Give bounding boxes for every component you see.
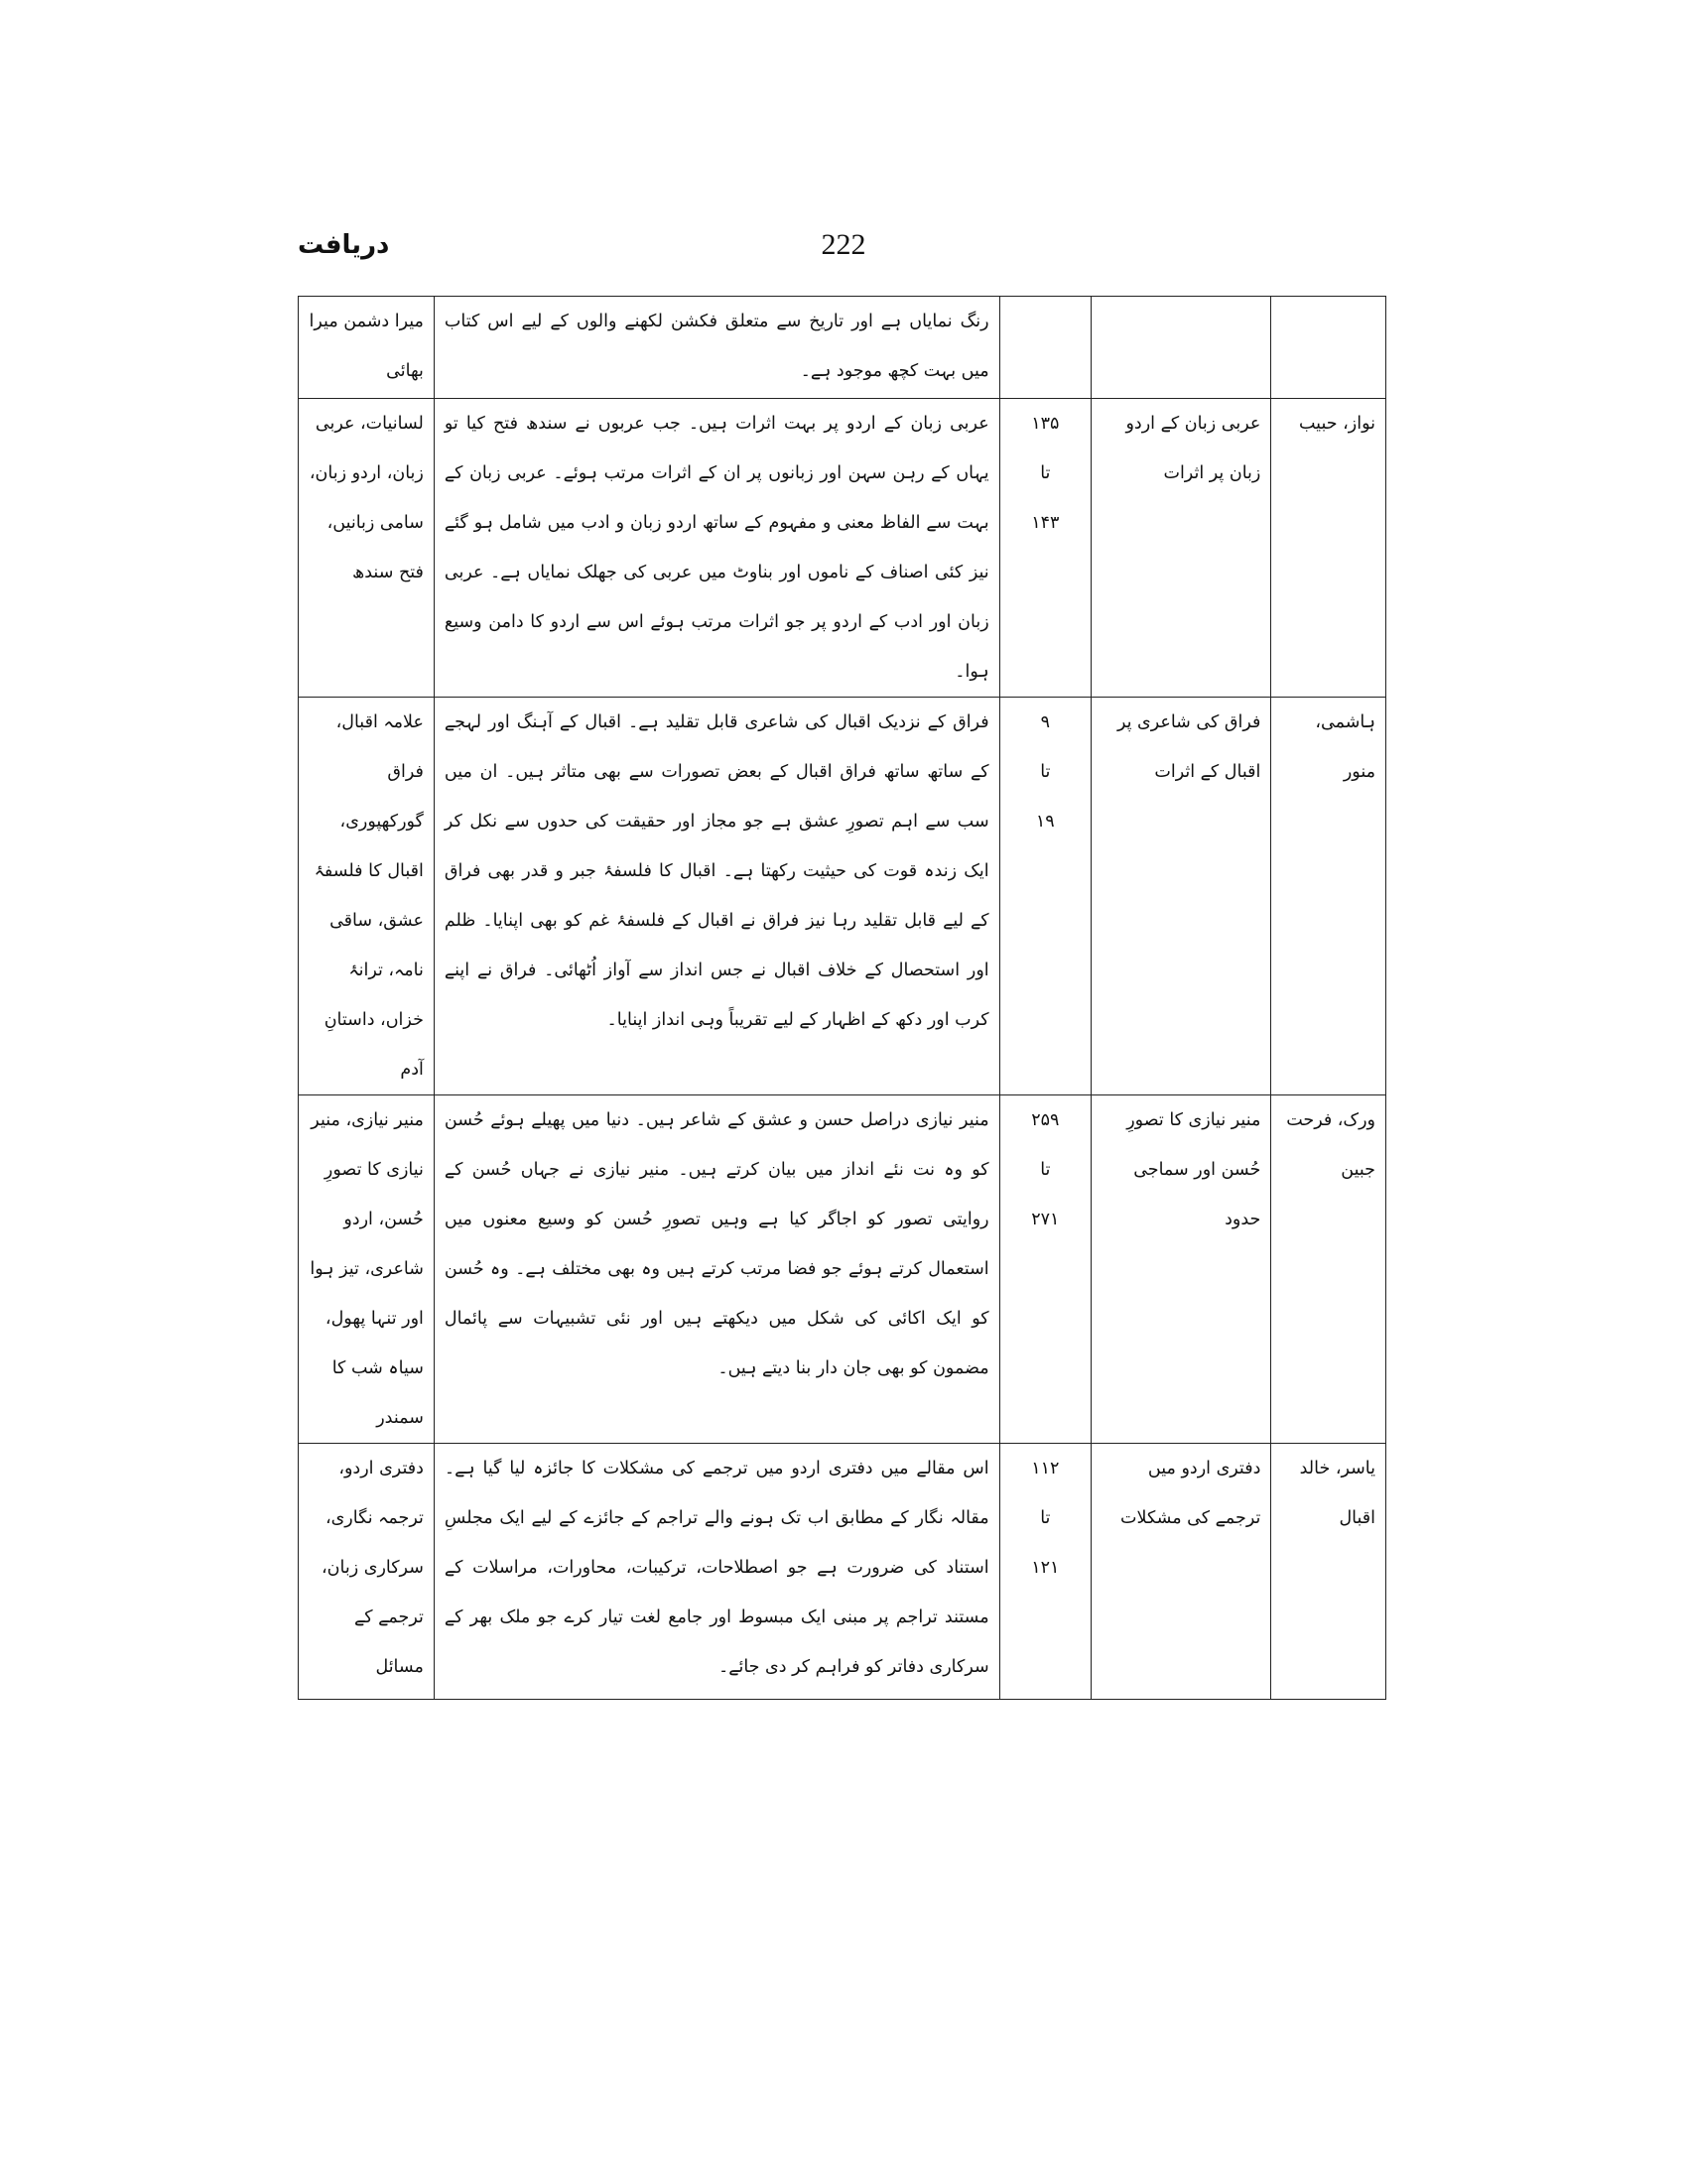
title-cell: عربی زبان کے اردو زبان پر اثرات	[1091, 399, 1270, 698]
table-row	[299, 297, 1386, 399]
keywords-cell: لسانیات، عربی زبان، اردو زبان، سامی زبانیں، فتح سندھ	[299, 399, 435, 698]
table-row	[299, 1095, 1386, 1444]
summary-cell: فراق کے نزدیک اقبال کی شاعری قابل تقلید ہے۔ اقبال کے آہنگ اور لہجے کے ساتھ ساتھ فراق اقبال کے بعض تصورات سے بھی متاثر ہیں۔ ان میں سب سے اہم تصورِ عشق ہے جو مجاز اور حقیقت کی حدوں سے نکل کر ایک زندہ قوت کی حیثیت رکھتا ہے۔ اقبال کا فلسفۂ جبر و قدر بھی فراق کے لیے قابل تقلید رہا نیز فراق نے اقبال کے فلسفۂ غم کو بھی اپنایا۔ ظلم اور استحصال کے خلاف اقبال نے جس انداز سے آواز اُٹھائی۔ فراق نے اپنے کرب اور دکھ کے اظہار کے لیے تقریباً وہی انداز اپنایا۔	[434, 698, 999, 1095]
table-row	[299, 1444, 1386, 1700]
index-table	[298, 296, 1386, 1700]
summary-cell: اس مقالے میں دفتری اردو میں ترجمے کی مشکلات کا جائزہ لیا گیا ہے۔ مقالہ نگار کے مطابق اب تک ہونے والے تراجم کے جائزے کے لیے ایک مجلسِ استناد کی ضرورت ہے جو اصطلاحات، ترکیبات، محاورات، مراسلات کے مستند تراجم پر مبنی ایک مبسوط اور جامع لغت تیار کرے جو ملک بھر کے سرکاری دفاتر کو فراہم کر دی جائے۔	[434, 1444, 999, 1700]
author-cell	[1271, 297, 1386, 399]
keywords-cell: میرا دشمن میرا بھائی	[299, 297, 435, 399]
title-cell: دفتری اردو میں ترجمے کی مشکلات	[1091, 1444, 1270, 1700]
pages-cell: ۱۳۵ تا ۱۴۳	[999, 399, 1091, 698]
table-row	[299, 698, 1386, 1095]
summary-cell: منیر نیازی دراصل حسن و عشق کے شاعر ہیں۔ دنیا میں پھیلے ہوئے حُسن کو وہ نت نئے انداز میں بیان کرتے ہیں۔ منیر نیازی نے جہاں حُسن کے روایتی تصور کو اجاگر کیا ہے وہیں تصورِ حُسن کو وسیع معنوں میں استعمال کرتے ہوئے جو فضا مرتب کرتے ہیں وہ بھی مختلف ہے۔ وہ حُسن کو ایک اکائی کی شکل میں دیکھتے ہیں اور نئی تشبیہات سے پائمال مضمون کو بھی جان دار بنا دیتے ہیں۔	[434, 1095, 999, 1444]
summary-cell: رنگ نمایاں ہے اور تاریخ سے متعلق فکشن لکھنے والوں کے لیے اس کتاب میں بہت کچھ موجود ہے۔	[434, 297, 999, 399]
title-cell: فراق کی شاعری پر اقبال کے اثرات	[1091, 698, 1270, 1095]
page-header	[298, 220, 1389, 270]
author-cell: ورک، فرحت جبین	[1271, 1095, 1386, 1444]
page-number: 222	[821, 228, 866, 261]
journal-name: دریافت	[298, 230, 390, 260]
pages-cell: ۹ تا ۱۹	[999, 698, 1091, 1095]
table-row	[299, 399, 1386, 698]
summary-cell: عربی زبان کے اردو پر بہت اثرات ہیں۔ جب عربوں نے سندھ فتح کیا تو یہاں کے رہن سہن اور زبانوں پر ان کے اثرات مرتب ہوئے۔ عربی زبان کے بہت سے الفاظ معنی و مفہوم کے ساتھ اردو زبان و ادب میں شامل ہو گئے نیز کئی اصناف کے ناموں اور بناوٹ میں عربی کی جھلک نمایاں ہے۔ عربی زبان اور ادب کے اردو پر جو اثرات مرتب ہوئے اس سے اردو کا دامن وسیع ہوا۔	[434, 399, 999, 698]
author-cell: ہاشمی، منور	[1271, 698, 1386, 1095]
keywords-cell: دفتری اردو، ترجمہ نگاری، سرکاری زبان، ترجمے کے مسائل	[299, 1444, 435, 1700]
title-cell	[1091, 297, 1270, 399]
title-cell: منیر نیازی کا تصورِ حُسن اور سماجی حدود	[1091, 1095, 1270, 1444]
author-cell: یاسر، خالد اقبال	[1271, 1444, 1386, 1700]
pages-cell	[999, 297, 1091, 399]
keywords-cell: منیر نیازی، منیر نیازی کا تصورِ حُسن، اردو شاعری، تیز ہوا اور تنہا پھول، سیاہ شب کا سمندر	[299, 1095, 435, 1444]
pages-cell: ۲۵۹ تا ۲۷۱	[999, 1095, 1091, 1444]
keywords-cell: علامہ اقبال، فراق گورکھپوری، اقبال کا فلسفۂ عشق، ساقی نامہ، ترانۂ خزاں، داستانِ آدم	[299, 698, 435, 1095]
author-cell: نواز، حبیب	[1271, 399, 1386, 698]
pages-cell: ۱۱۲ تا ۱۲۱	[999, 1444, 1091, 1700]
